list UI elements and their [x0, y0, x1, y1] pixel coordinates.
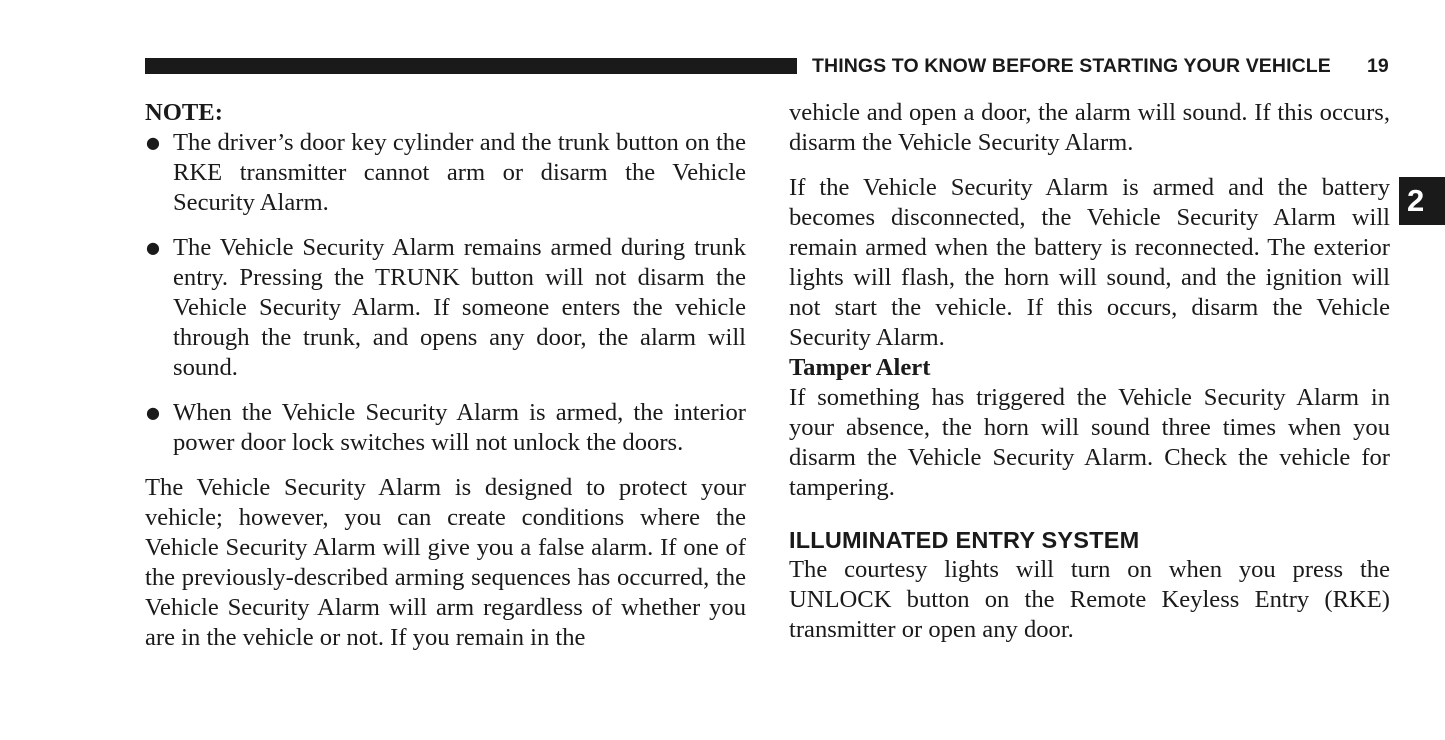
false-alarm-paragraph: The Vehicle Security Alarm is designed to protect your vehicle; however, you can create conditions where the Vehicle Security Alarm will give you a false alarm. If one of the previously-described arming sequences has occurred, the Vehicle Security Alarm will arm regardless of whether you are in the vehicle or not. If you remain in the [145, 474, 746, 651]
header-rule [145, 58, 797, 74]
list-item [145, 398, 746, 458]
bullet-icon: ● [146, 238, 160, 257]
continuation-paragraph: vehicle and open a door, the alarm will sound. If this occurs, disarm the Vehicle Security Alarm. [789, 99, 1390, 156]
page-number: 19 [1367, 55, 1389, 77]
bullet-text: The Vehicle Security Alarm remains armed during trunk entry. Pressing the TRUNK button will not disarm the Vehicle Security Alarm. If someone enters the vehicle through the trunk, and opens any door, the alarm will sound. [173, 234, 746, 381]
bullet-text: The driver’s door key cylinder and the trunk button on the RKE transmitter cannot arm or disarm the Vehicle Security Alarm. [173, 129, 746, 216]
note-label: NOTE: [145, 99, 223, 126]
bullet-text: When the Vehicle Security Alarm is armed, the interior power door lock switches will not unlock the doors. [173, 399, 746, 456]
note-bullet-list [145, 128, 746, 458]
bullet-icon: ● [146, 133, 160, 152]
section-heading: ILLUMINATED ENTRY SYSTEM [789, 527, 1140, 553]
right-column [789, 98, 1390, 645]
chapter-tab: 2 [1399, 177, 1445, 225]
illuminated-entry-paragraph: The courtesy lights will turn on when you press the UNLOCK button on the Remote Keyless Entry (RKE) transmitter or open any door. [789, 556, 1390, 643]
list-item [145, 233, 746, 383]
battery-paragraph: If the Vehicle Security Alarm is armed and the battery becomes disconnected, the Vehicle Security Alarm will remain armed when the battery is reconnected. The exterior lights will flash, the horn will sound, and the ignition will not start the vehicle. If this occurs, disarm the Vehicle Security Alarm. [789, 174, 1390, 351]
left-column [145, 98, 746, 653]
list-item [145, 128, 746, 218]
tamper-alert-heading: Tamper Alert [789, 354, 931, 381]
tamper-alert-paragraph: If something has triggered the Vehicle Security Alarm in your absence, the horn will sound three times when you disarm the Vehicle Security Alarm. Check the vehicle for tampering. [789, 384, 1390, 501]
running-header: THINGS TO KNOW BEFORE STARTING YOUR VEHICLE [812, 55, 1331, 77]
bullet-icon: ● [146, 403, 160, 422]
